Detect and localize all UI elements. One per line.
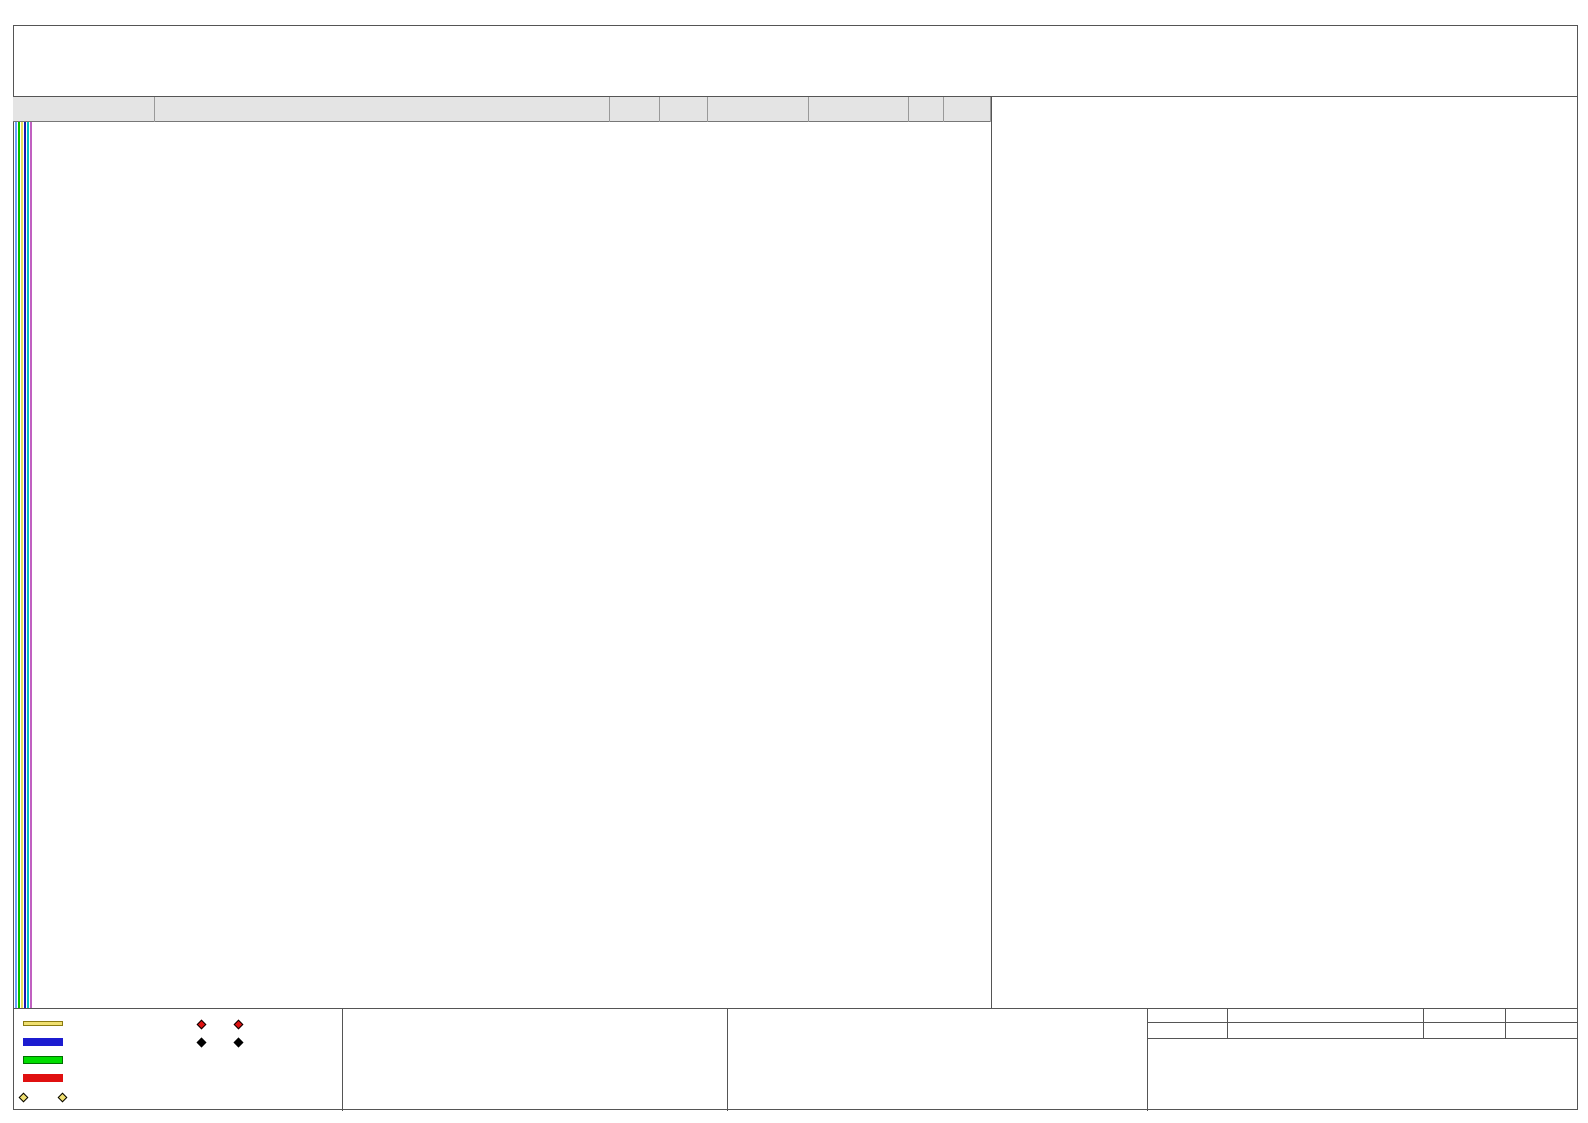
programme-title bbox=[728, 1009, 1148, 1111]
non-critical-milestone-icon bbox=[234, 1038, 244, 1048]
revision-table bbox=[1148, 1009, 1578, 1111]
col-activity-id bbox=[13, 97, 155, 122]
legend-baseline-swatch bbox=[23, 1021, 63, 1026]
gantt-svg bbox=[992, 97, 1578, 1008]
rev-approved bbox=[1506, 1023, 1578, 1039]
rev-header-revision bbox=[1228, 1009, 1424, 1023]
legend-critical-swatch bbox=[23, 1074, 63, 1082]
col-start bbox=[708, 97, 809, 122]
col-original-duration bbox=[610, 97, 660, 122]
legend bbox=[13, 1009, 343, 1111]
title-block bbox=[13, 25, 1578, 97]
footer bbox=[13, 1008, 1578, 1110]
baseline-milestone-icon bbox=[58, 1093, 68, 1103]
rev-header-checked bbox=[1424, 1009, 1506, 1023]
legend-actual-swatch bbox=[23, 1038, 63, 1046]
col-total-float bbox=[909, 97, 944, 122]
critical-milestone-icon bbox=[197, 1020, 207, 1030]
rev-checked bbox=[1424, 1023, 1506, 1039]
col-time-risk bbox=[944, 97, 991, 122]
rev-header-approved bbox=[1506, 1009, 1578, 1023]
non-critical-milestone-icon bbox=[197, 1038, 207, 1048]
critical-milestone-icon bbox=[234, 1020, 244, 1030]
legend-remaining-swatch bbox=[23, 1056, 63, 1064]
rev-description bbox=[1228, 1023, 1424, 1039]
col-remaining-duration bbox=[660, 97, 708, 122]
wbs-level-bars bbox=[13, 122, 39, 1008]
activity-table bbox=[13, 122, 991, 1008]
table-header bbox=[13, 97, 991, 122]
gantt-chart bbox=[991, 97, 1578, 1008]
baseline-milestone-icon bbox=[19, 1093, 29, 1103]
rev-date bbox=[1148, 1023, 1228, 1039]
col-finish bbox=[809, 97, 909, 122]
project-dates bbox=[343, 1009, 728, 1111]
col-activity-name bbox=[155, 97, 610, 122]
rev-header-date bbox=[1148, 1009, 1228, 1023]
